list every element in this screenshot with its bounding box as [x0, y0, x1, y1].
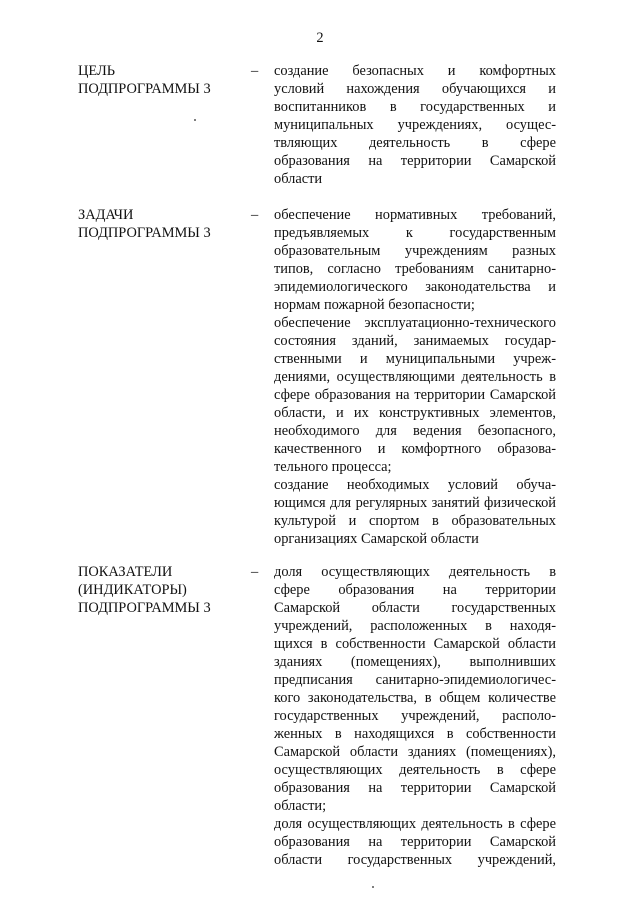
text-line: учреждений, расположенных в находя-: [274, 618, 556, 634]
text-line: сфере образования на территории Самарской: [274, 387, 556, 403]
text-line: дениями, осуществляющими деятельность в: [274, 369, 556, 385]
text-line: обеспечение нормативных требований,: [274, 207, 556, 223]
text-line: состояния зданий, занимаемых государ-: [274, 333, 556, 349]
text-line: воспитанников в государственных и: [274, 99, 556, 115]
dash-indicators: –: [251, 564, 259, 580]
text-line: ющимся для регулярных занятий физической: [274, 495, 556, 511]
text-line: ственными и муниципальными учреж-: [274, 351, 556, 367]
text-line: условий нахождения обучающихся и: [274, 81, 556, 97]
text-line: образовательным учреждениям разных: [274, 243, 556, 259]
text-line: создание безопасных и комфортных: [274, 63, 556, 79]
text-line: государственных учреждений, располо-: [274, 708, 556, 724]
scan-speck: [372, 886, 374, 888]
text-line: нормам пожарной безопасности;: [274, 297, 475, 313]
text-line: осуществляющих деятельность в сфере: [274, 762, 556, 778]
text-line: обеспечение эксплуатационно-технического: [274, 315, 556, 331]
text-line: доля осуществляющих деятельность в сфере: [274, 816, 556, 832]
text-line: зданиях (помещениях), выполнивших: [274, 654, 556, 670]
text-line: организациях Самарской области: [274, 531, 479, 547]
text-line: Самарской области зданиях (помещениях),: [274, 744, 556, 760]
text-line: твляющих деятельность в сфере: [274, 135, 556, 151]
text-line: сфере образования на территории: [274, 582, 556, 598]
section-label-goal: ЦЕЛЬ ПОДПРОГРАММЫ 3: [78, 63, 211, 97]
dash-tasks: –: [251, 207, 259, 223]
text-line: предписания санитарно-эпидемиологичес-: [274, 672, 556, 688]
text-line: области: [274, 171, 323, 187]
text-line: доля осуществляющих деятельность в: [274, 564, 556, 580]
section-value-goal: [274, 62, 556, 188]
section-value-indicators: [274, 563, 556, 869]
section-value-tasks: [274, 206, 556, 548]
text-line: области, и их конструктивных элементов,: [274, 405, 556, 421]
text-line: образования на территории Самарской: [274, 834, 556, 850]
text-line: культурой и спортом в образовательных: [274, 513, 556, 529]
text-line: области государственных учреждений,: [274, 852, 556, 868]
text-line: щихся в собственности Самарской области: [274, 636, 556, 652]
text-line: Самарской области государственных: [274, 600, 556, 616]
text-line: образования на территории Самарской: [274, 153, 556, 169]
text-line: кого законодательства, в общем количестве: [274, 690, 556, 706]
text-line: эпидемиологического законодательства и: [274, 279, 556, 295]
text-line: создание необходимых условий обуча-: [274, 477, 556, 493]
text-line: области;: [274, 798, 327, 814]
text-line: образования на территории Самарской: [274, 780, 556, 796]
section-label-indicators: ПОКАЗАТЕЛИ (ИНДИКАТОРЫ) ПОДПРОГРАММЫ 3: [78, 564, 211, 616]
text-line: женных в находящихся в собственности: [274, 726, 556, 742]
text-line: тельного процесса;: [274, 459, 392, 475]
text-line: муниципальных учреждениях, осущес-: [274, 117, 556, 133]
section-label-tasks: ЗАДАЧИ ПОДПРОГРАММЫ 3: [78, 207, 211, 241]
page-number: 2: [316, 30, 324, 46]
text-line: необходимого для ведения безопасного,: [274, 423, 556, 439]
scan-speck: [194, 119, 196, 121]
dash-goal: –: [251, 63, 259, 79]
text-line: типов, согласно требованиям санитарно-: [274, 261, 556, 277]
text-line: качественного и комфортного образова-: [274, 441, 556, 457]
text-line: предъявляемых к государственным: [274, 225, 556, 241]
